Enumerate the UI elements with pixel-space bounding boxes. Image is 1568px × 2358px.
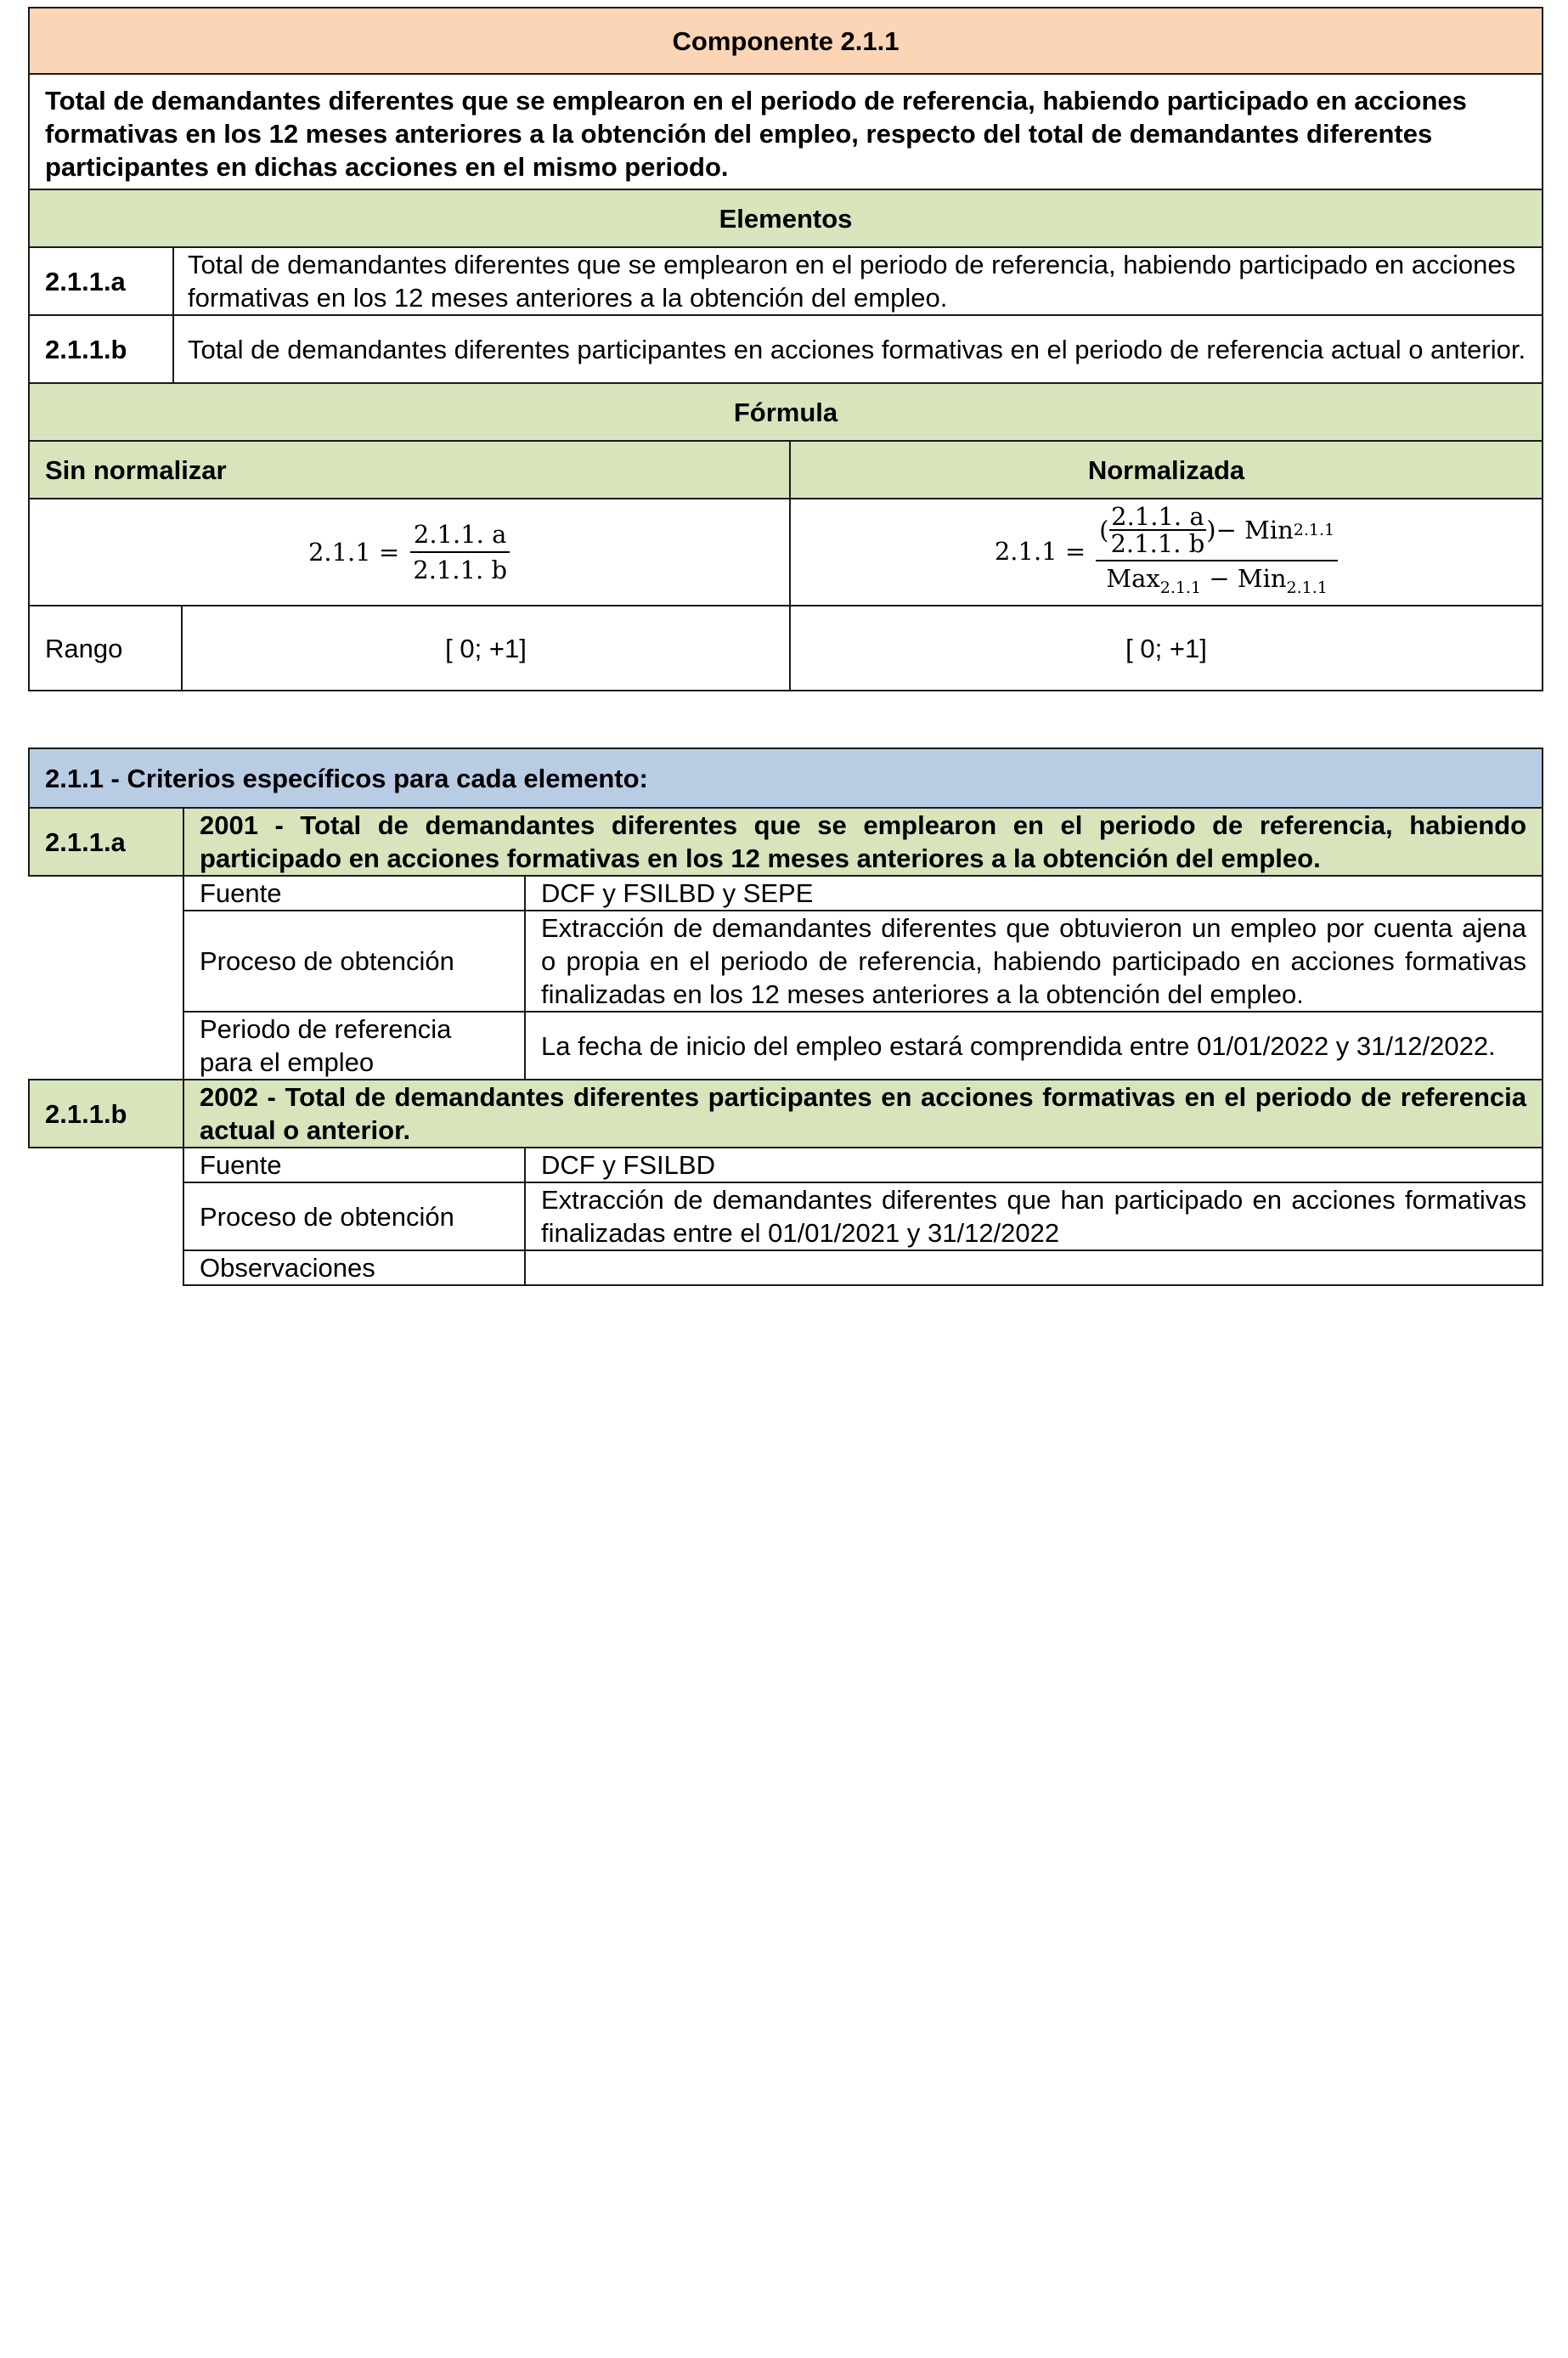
normalized-formula	[994, 501, 1338, 601]
spacer-cell	[29, 1250, 183, 1285]
range-normalized: [ 0; +1]	[790, 606, 1543, 691]
criteria-row-label: Fuente	[183, 1148, 525, 1182]
minus-sign: −	[1215, 515, 1237, 544]
formula-fraction	[409, 521, 510, 584]
formula-header: Fórmula	[29, 383, 1543, 441]
component-table	[28, 7, 1543, 691]
formula-denominator: 2.1.1. b	[413, 556, 508, 584]
criteria-row-label: Fuente	[183, 876, 525, 911]
range-raw: [ 0; +1]	[182, 606, 790, 691]
inner-denominator: 2.1.1. b	[1110, 528, 1205, 558]
criteria-row-label: Proceso de obtención	[183, 1182, 525, 1250]
raw-formula-cell	[29, 499, 790, 606]
max-subscript: 2.1.1	[1159, 578, 1202, 597]
element-text: Total de demandantes diferentes que se emplearon en el periodo de referencia, habiendo participado en acciones formativas en los 12 meses anteriores a la obtención del empleo.	[173, 247, 1543, 315]
component-description: Total de demandantes diferentes que se emplearon en el periodo de referencia, habiendo participado en acciones formativas en los 12 meses anteriores a la obtención del empleo, respecto del total de demandantes diferentes participantes en dichas acciones en el mismo periodo.	[29, 74, 1543, 189]
criteria-row-label: Observaciones	[183, 1250, 525, 1285]
criteria-row-value: Extracción de demandantes diferentes que han participado en acciones formativas finalizadas entre el 01/01/2021 y 31/12/2022	[525, 1182, 1543, 1250]
range-label: Rango	[29, 606, 182, 691]
criteria-row-label: Proceso de obtención	[183, 911, 525, 1012]
component-title: Componente 2.1.1	[29, 8, 1543, 74]
criteria-row-label: Periodo de referencia para el empleo	[183, 1012, 525, 1080]
criteria-code: 2.1.1.b	[29, 1080, 183, 1148]
formula-lhs: 2.1.1 =	[994, 537, 1086, 567]
normalized-label: Normalizada	[790, 441, 1543, 499]
raw-label: Sin normalizar	[29, 441, 790, 499]
spacer-cell	[29, 911, 183, 1012]
spacer-cell	[29, 1182, 183, 1250]
inner-fraction	[1108, 501, 1206, 558]
min-subscript: 2.1.1	[1286, 578, 1328, 597]
criteria-title: 2002 - Total de demandantes diferentes participantes en acciones formativas en el periodo de referencia actual o anterior.	[183, 1080, 1543, 1148]
normalized-formula-cell	[790, 499, 1543, 606]
element-code: 2.1.1.b	[29, 315, 173, 383]
min-label: Min	[1237, 563, 1287, 593]
criteria-row-value	[525, 1250, 1543, 1285]
criteria-row-value: La fecha de inicio del empleo estará comprendida entre 01/01/2022 y 31/12/2022.	[525, 1012, 1543, 1080]
inner-numerator: 2.1.1. a	[1111, 501, 1204, 531]
formula-fraction	[1096, 501, 1338, 601]
minus-sign: −	[1209, 563, 1230, 593]
criteria-header: 2.1.1 - Criterios específicos para cada elemento:	[29, 748, 1543, 808]
spacer-cell	[29, 1148, 183, 1182]
max-label: Max	[1106, 563, 1160, 593]
element-code: 2.1.1.a	[29, 247, 173, 315]
criteria-row-value: Extracción de demandantes diferentes que obtuvieron un empleo por cuenta ajena o propia en el periodo de referencia, habiendo participado en acciones formativas finalizadas en los 12 meses anteriores a la obtención del empleo.	[525, 911, 1543, 1012]
raw-formula	[308, 521, 510, 584]
formula-lhs: 2.1.1 =	[307, 537, 400, 567]
criteria-table	[28, 747, 1543, 1286]
criteria-code: 2.1.1.a	[29, 808, 183, 876]
min-subscript: 2.1.1	[1293, 520, 1335, 539]
formula-numerator: 2.1.1. a	[410, 521, 510, 553]
element-text: Total de demandantes diferentes participantes en acciones formativas en el periodo de referencia actual o anterior.	[173, 315, 1543, 383]
formula-denominator	[1103, 561, 1330, 601]
spacer-cell	[29, 876, 183, 911]
formula-numerator: ( $\frac{2.1.1. a}{2.1.1. b}$ ) − Min 2.1.1	[1096, 504, 1338, 561]
criteria-title: 2001 - Total de demandantes diferentes que se emplearon en el periodo de referencia, habiendo participado en acciones formativas en los 12 meses anteriores a la obtención del empleo.	[183, 808, 1543, 876]
spacer-cell	[29, 1012, 183, 1080]
min-label: Min	[1244, 515, 1294, 544]
elements-header: Elementos	[29, 189, 1543, 247]
criteria-row-value: DCF y FSILBD y SEPE	[525, 876, 1543, 911]
criteria-row-value: DCF y FSILBD	[525, 1148, 1543, 1182]
